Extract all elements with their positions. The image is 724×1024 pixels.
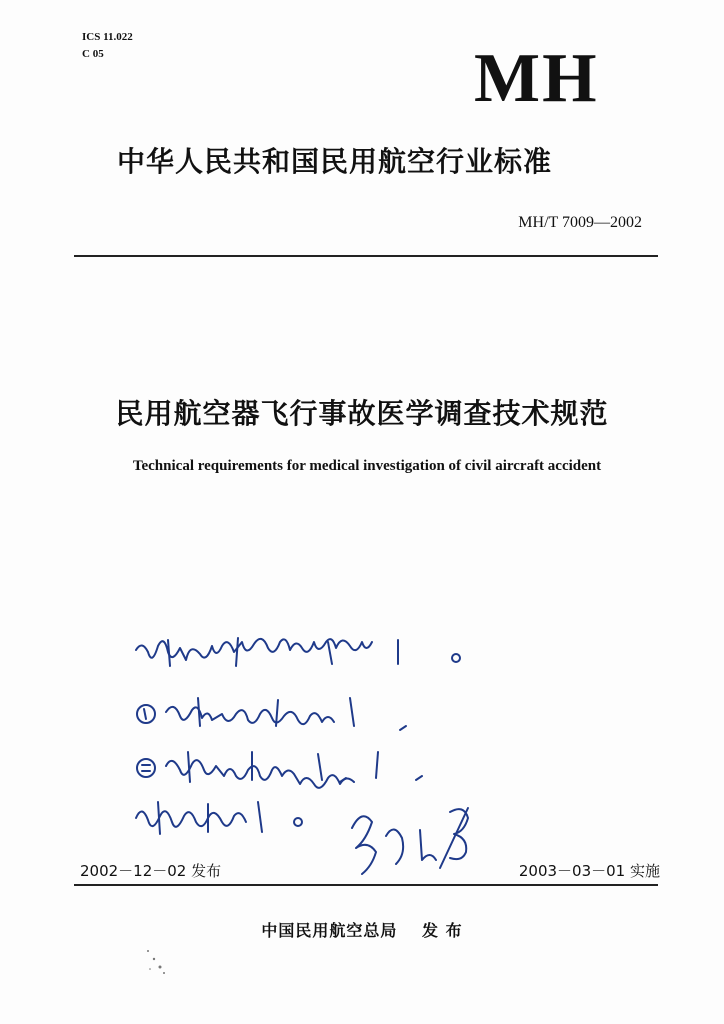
classification-codes — [82, 29, 133, 63]
document-title-english: Technical requirements for medical investigation of civil aircraft accident — [132, 458, 602, 474]
mh-logo: MH — [474, 40, 599, 117]
issue-date: 2002－12－02 发布 — [80, 862, 222, 880]
standard-number: MH/T 7009—2002 — [518, 214, 642, 231]
issuing-organization: 中国民用航空总局 — [261, 921, 398, 940]
footer-divider — [74, 884, 658, 886]
implementation-date: 2003－03－01 实施 — [518, 862, 660, 880]
document-title-chinese: 民用航空器飞行事故医学调查技术规范 — [115, 397, 609, 430]
class-code: C 05 — [82, 48, 104, 60]
issuer-line — [0, 918, 724, 941]
standard-type-title: 中华人民共和国民用航空行业标准 — [117, 145, 553, 178]
header-divider — [74, 255, 658, 257]
scan-speck-mark — [140, 945, 180, 985]
ics-code: ICS 11.022 — [82, 31, 133, 43]
handwritten-note — [128, 632, 498, 892]
issue-action: 发 布 — [422, 921, 463, 940]
